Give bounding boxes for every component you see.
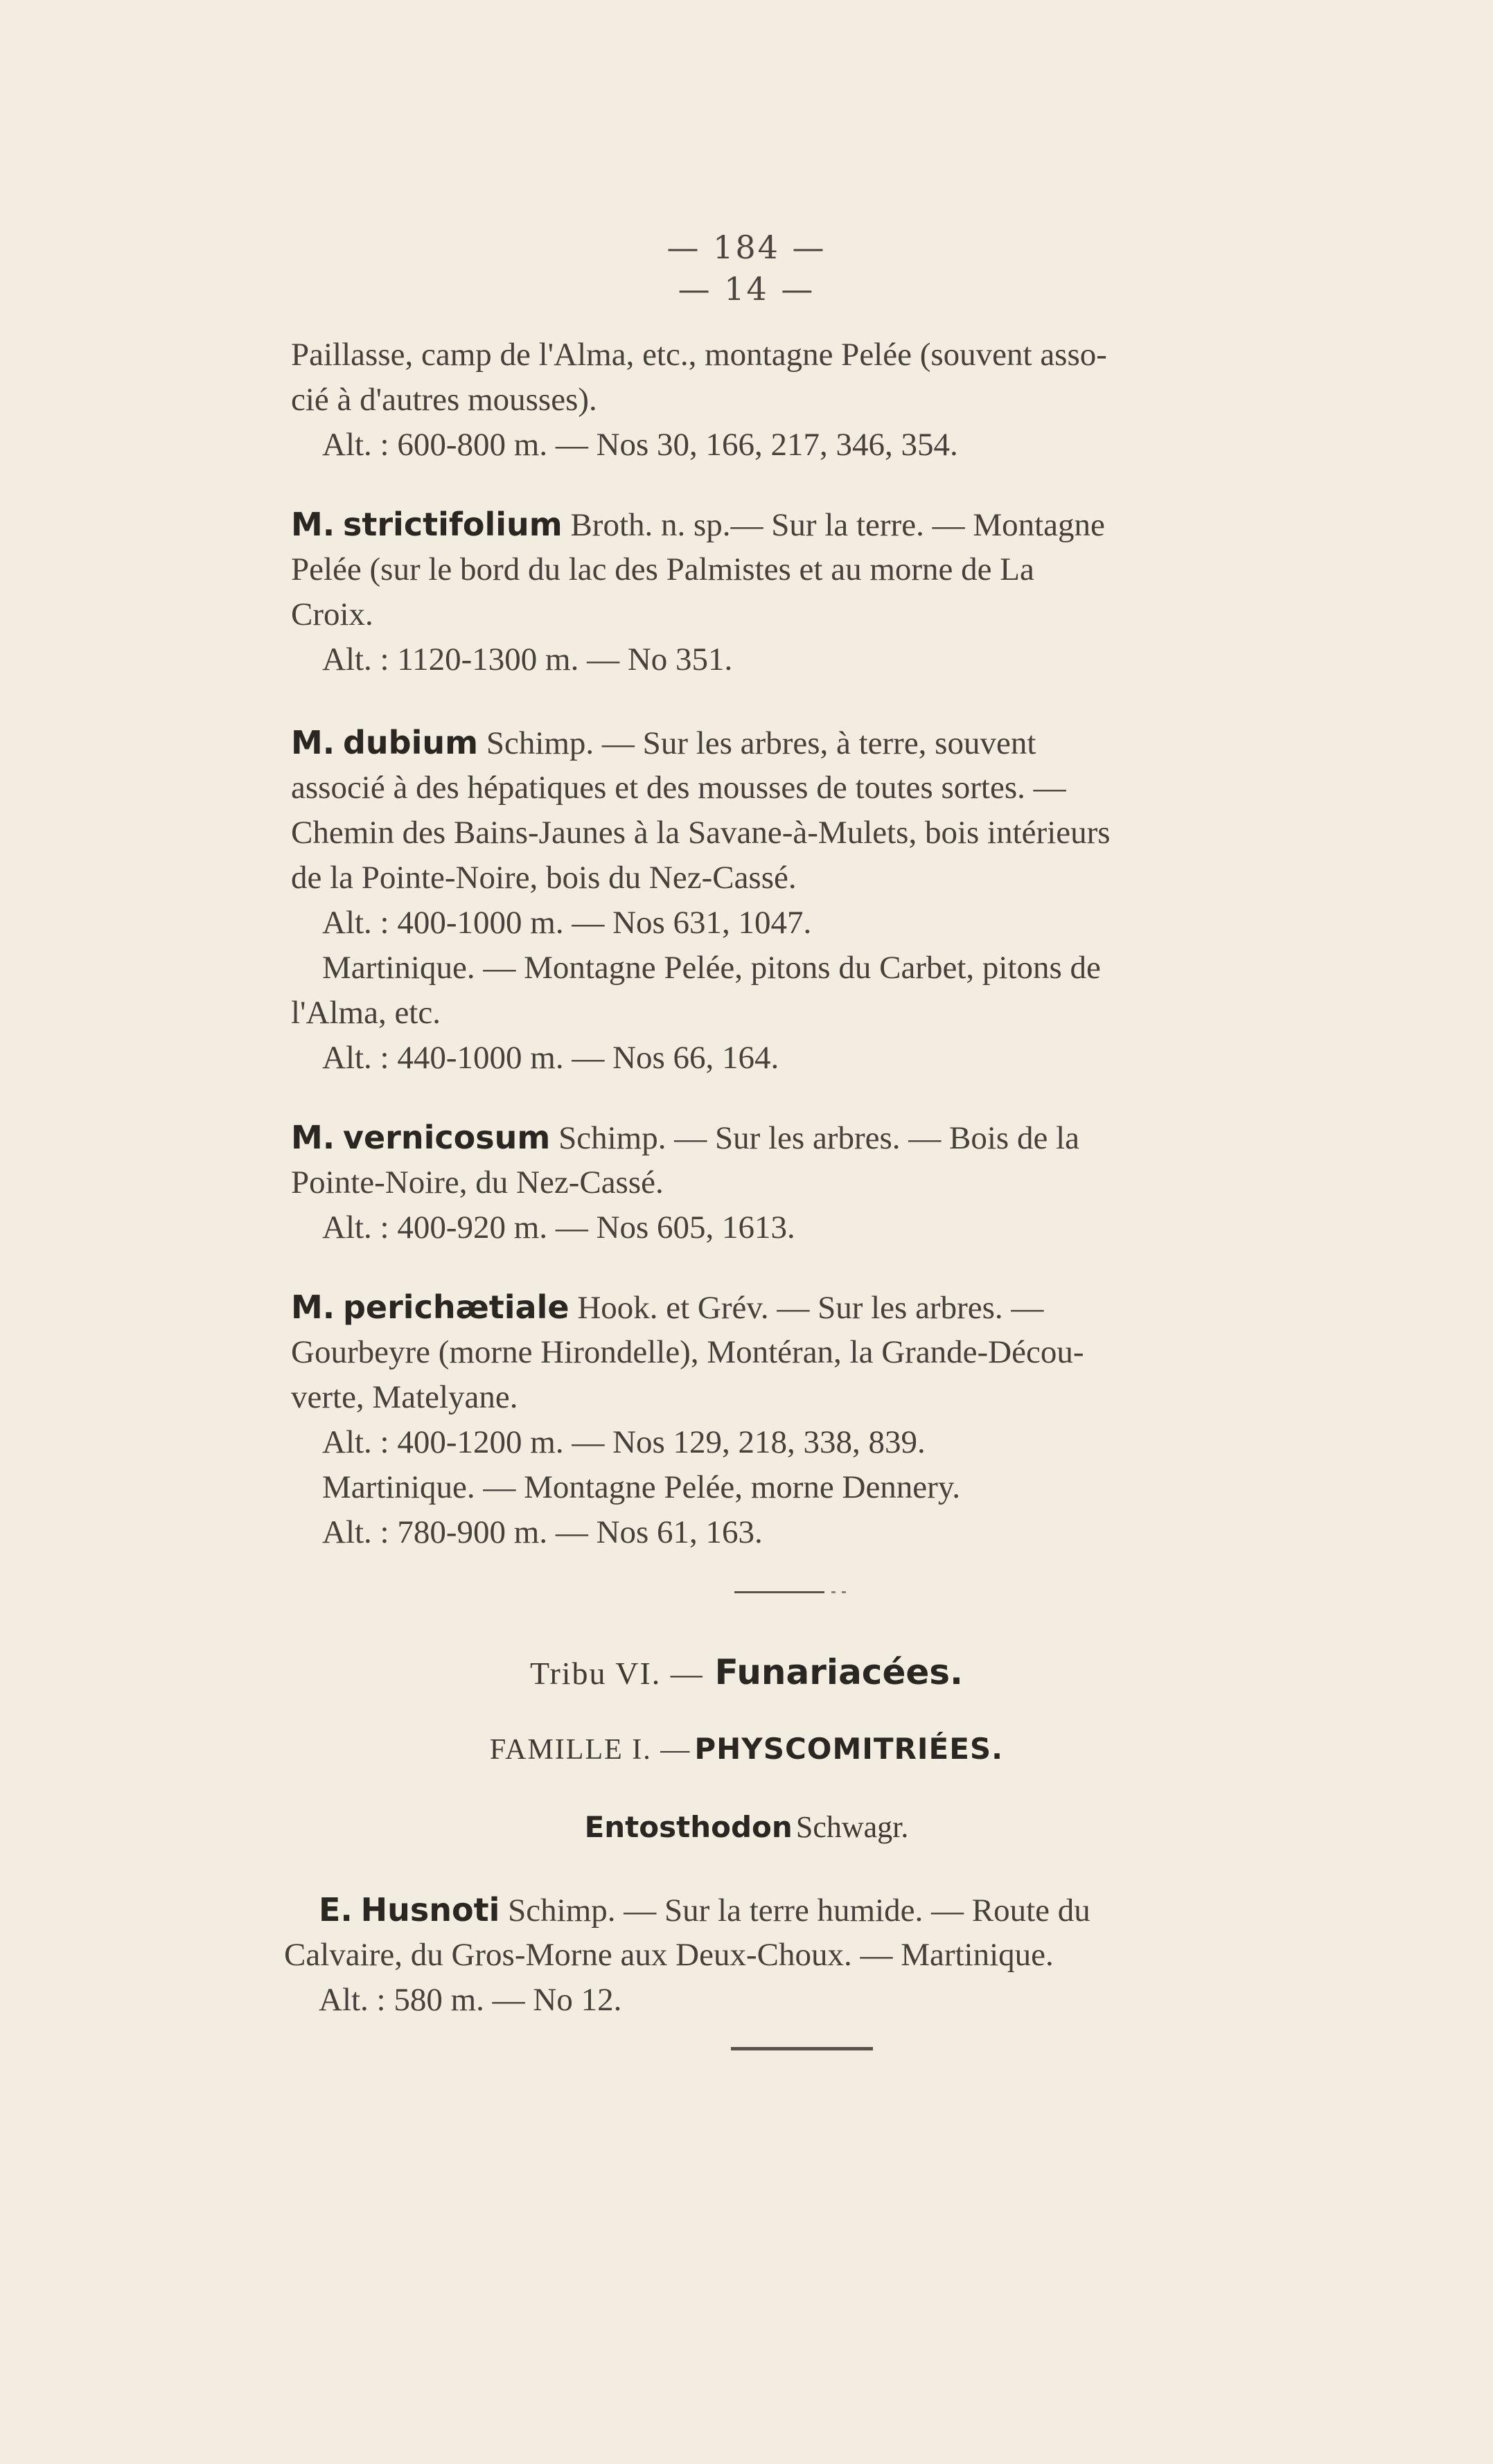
entry-text: Schimp. — Sur les arbres. — Bois de la (558, 1120, 1079, 1156)
entry-text: Schimp. — Sur la terre humide. — Route du (508, 1893, 1090, 1929)
entry-text-line: Martinique. — Montagne Pelée, morne Dennery. (322, 1469, 961, 1505)
entry-altitude-line: Alt. : 580 m. — No 12. (319, 1982, 622, 2018)
genus-abbrev: E. (319, 1891, 353, 1929)
entry-text-line: l'Alma, etc. (291, 995, 441, 1031)
divider-dot (842, 1591, 846, 1593)
species-name: perichætiale (343, 1288, 569, 1326)
species-name: Husnoti (360, 1891, 500, 1929)
genus-heading (0, 1809, 1493, 1845)
page-number-inner: — 14 — (678, 270, 815, 308)
page-number-outer: — 184 — (666, 229, 827, 266)
entry-text: Broth. n. sp.— Sur la terre. — Montagne (570, 507, 1105, 543)
family-heading (0, 1732, 1493, 1766)
genus-abbrev: M. (291, 724, 335, 761)
entry-text-line: Martinique. — Montagne Pelée, pitons du Carbet, pitons de (322, 950, 1101, 986)
section-divider (734, 1591, 824, 1593)
tribe-heading (0, 1652, 1493, 1692)
entry-altitude-line: Alt. : 400-1000 m. — Nos 631, 1047. (322, 905, 812, 941)
genus-heading-author: Schwagr. (795, 1810, 909, 1844)
genus-heading-name: Entosthodon (584, 1810, 793, 1844)
genus-abbrev: M. (291, 1288, 335, 1326)
entry-text-line: Croix. (291, 596, 373, 632)
family-prefix: FAMILLE I. — (489, 1734, 691, 1766)
entry-text-line: Gourbeyre (morne Hirondelle), Montéran, la Grande-Décou- (291, 1334, 1084, 1370)
species-entry-heading (291, 724, 1036, 762)
species-name: dubium (343, 724, 479, 761)
entry-text-line: Chemin des Bains-Jaunes à la Savane-à-Mulets, bois intérieurs (291, 815, 1111, 851)
genus-abbrev: M. (291, 506, 335, 543)
entry-altitude-line: Alt. : 780-900 m. — Nos 61, 163. (322, 1514, 763, 1550)
entry-altitude-line: Alt. : 400-920 m. — Nos 605, 1613. (322, 1209, 795, 1246)
species-entry-heading (291, 506, 1105, 544)
entry-altitude-line: Alt. : 400-1200 m. — Nos 129, 218, 338, 839. (322, 1424, 926, 1460)
entry-altitude-line: Alt. : 440-1000 m. — Nos 66, 164. (322, 1040, 779, 1076)
entry-altitude-line: Alt. : 1120-1300 m. — No 351. (322, 641, 733, 677)
species-entry-heading (291, 1288, 1043, 1327)
genus-abbrev: M. (291, 1119, 335, 1156)
entry-text-line: Pointe-Noire, du Nez-Cassé. (291, 1164, 664, 1200)
entry-text-line: associé à des hépatiques et des mousses de toutes sortes. — (291, 770, 1066, 806)
entry-text-line: cié à d'autres mousses). (291, 382, 597, 418)
entry-text-line: Calvaire, du Gros-Morne aux Deux-Choux. — Martinique. (284, 1937, 1054, 1973)
entry-altitude-line: Alt. : 600-800 m. — Nos 30, 166, 217, 346, 354. (322, 427, 958, 463)
entry-text: Hook. et Grév. — Sur les arbres. — (577, 1290, 1044, 1326)
entry-text-line: Paillasse, camp de l'Alma, etc., montagne Pelée (souvent asso- (291, 337, 1107, 373)
species-name: vernicosum (343, 1119, 551, 1156)
species-entry-heading (291, 1119, 1079, 1157)
tribe-prefix: Tribu VI. — (529, 1656, 704, 1691)
entry-text: Schimp. — Sur les arbres, à terre, souvent (486, 725, 1036, 761)
divider-dot (831, 1591, 836, 1593)
end-rule (731, 2047, 873, 2050)
entry-text-line: verte, Matelyane. (291, 1379, 518, 1415)
species-name: strictifolium (343, 506, 563, 543)
species-entry-heading (319, 1891, 1090, 1929)
entry-text-line: de la Pointe-Noire, bois du Nez-Cassé. (291, 860, 797, 896)
family-name: PHYSCOMITRIÉES. (694, 1732, 1004, 1766)
tribe-name: Funariacées. (714, 1652, 964, 1692)
entry-text-line: Pelée (sur le bord du lac des Palmistes et au morne de La (291, 551, 1034, 587)
